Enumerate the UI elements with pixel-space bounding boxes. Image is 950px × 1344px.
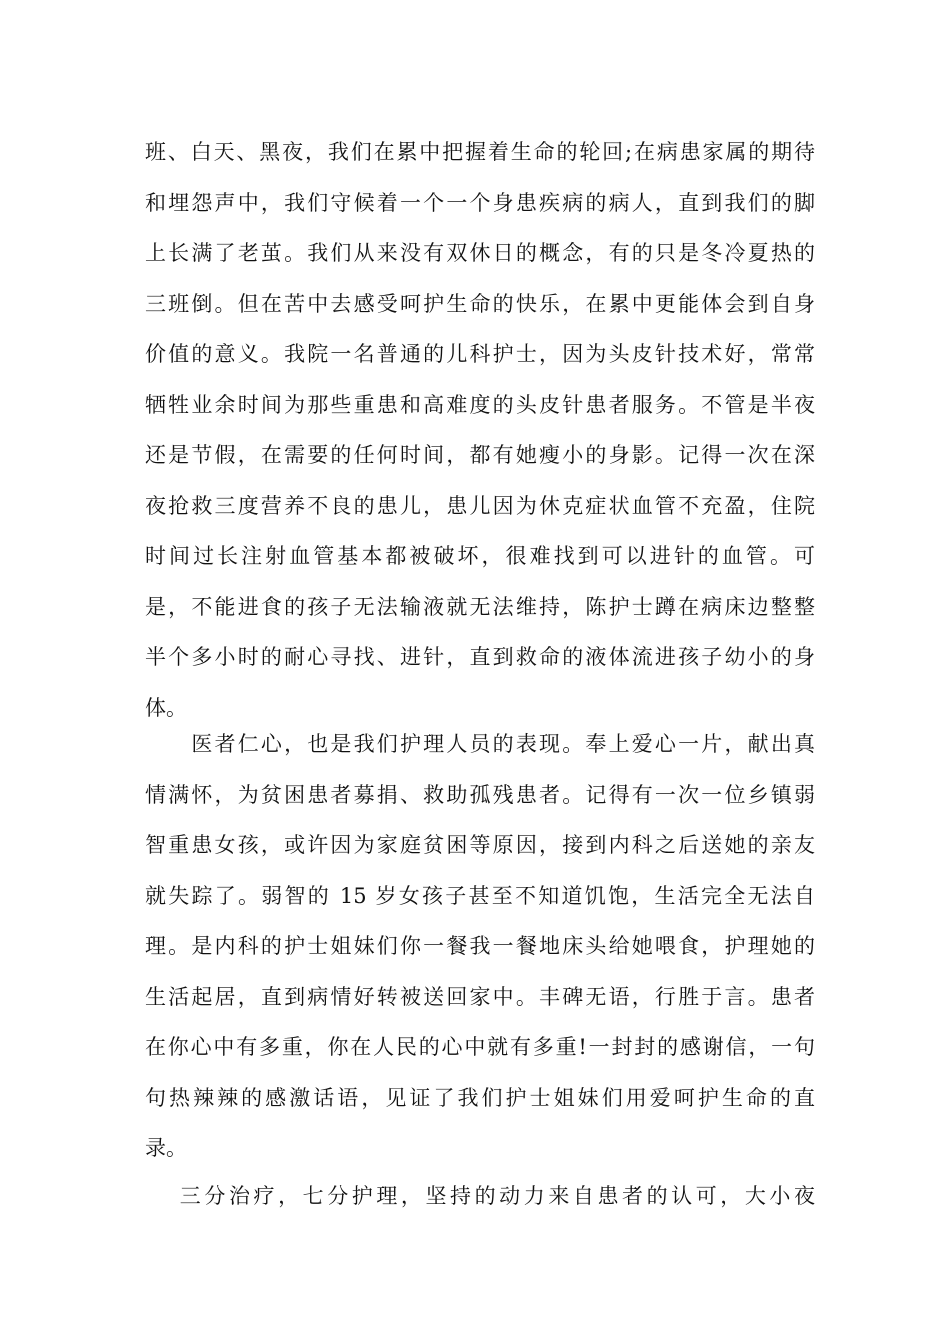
- paragraph-1: [145, 127, 815, 733]
- text-line: 句热辣辣的感激话语，见证了我们护士姐妹们用爱呵护生命的直: [145, 1085, 815, 1110]
- text-line: 录。: [145, 1136, 187, 1160]
- text-line: 夜抢救三度营养不良的患儿，患儿因为休克症状血管不充盈，住院: [145, 493, 815, 518]
- text-line: 医者仁心，也是我们护理人员的表现。奉上爱心一片，献出真: [145, 732, 815, 756]
- text-line: 三班倒。但在苦中去感受呵护生命的快乐，在累中更能体会到自身: [145, 291, 815, 316]
- text-line: 半个多小时的耐心寻找、进针，直到救命的液体流进孩子幼小的身: [145, 645, 815, 669]
- paragraph-2: [145, 719, 815, 1174]
- text-line: 牺牲业余时间为那些重患和高难度的头皮针患者服务。不管是半夜: [145, 392, 815, 417]
- text-line: 和埋怨声中，我们守候着一个一个身患疾病的病人，直到我们的脚: [145, 190, 815, 215]
- text-line: 还是节假，在需要的任何时间，都有她瘦小的身影。记得一次在深: [145, 443, 815, 467]
- paragraph-3: [145, 1171, 815, 1222]
- text-line: 价值的意义。我院一名普通的儿科护士，因为头皮针技术好，常常: [145, 342, 815, 366]
- text-line: 班、白天、黑夜，我们在累中把握着生命的轮回;在病患家属的期待: [145, 140, 815, 164]
- text-line: 在你心中有多重，你在人民的心中就有多重!一封封的感谢信，一句: [145, 1035, 815, 1059]
- text-line: 上长满了老茧。我们从来没有双休日的概念，有的只是冬冷夏热的: [145, 241, 815, 265]
- text-line: 时间过长注射血管基本都被破坏，很难找到可以进针的血管。可: [145, 544, 815, 568]
- text-line: 就失踪了。弱智的 15 岁女孩子甚至不知道饥饱，生活完全无法自: [145, 883, 815, 908]
- text-line: 情满怀，为贫困患者募捐、救助孤残患者。记得有一次一位乡镇弱: [145, 782, 815, 807]
- text-line: 理。是内科的护士姐妹们你一餐我一餐地床头给她喂食，护理她的: [145, 934, 815, 958]
- text-line: 体。: [145, 695, 187, 720]
- text-line: 三分治疗，七分护理，坚持的动力来自患者的认可，大小夜: [145, 1184, 815, 1208]
- text-line: 生活起居，直到病情好转被送回家中。丰碑无语，行胜于言。患者: [145, 984, 815, 1009]
- text-line: 智重患女孩，或许因为家庭贫困等原因，接到内科之后送她的亲友: [145, 833, 815, 857]
- text-line: 是，不能进食的孩子无法输液就无法维持，陈护士蹲在病床边整整: [145, 594, 815, 619]
